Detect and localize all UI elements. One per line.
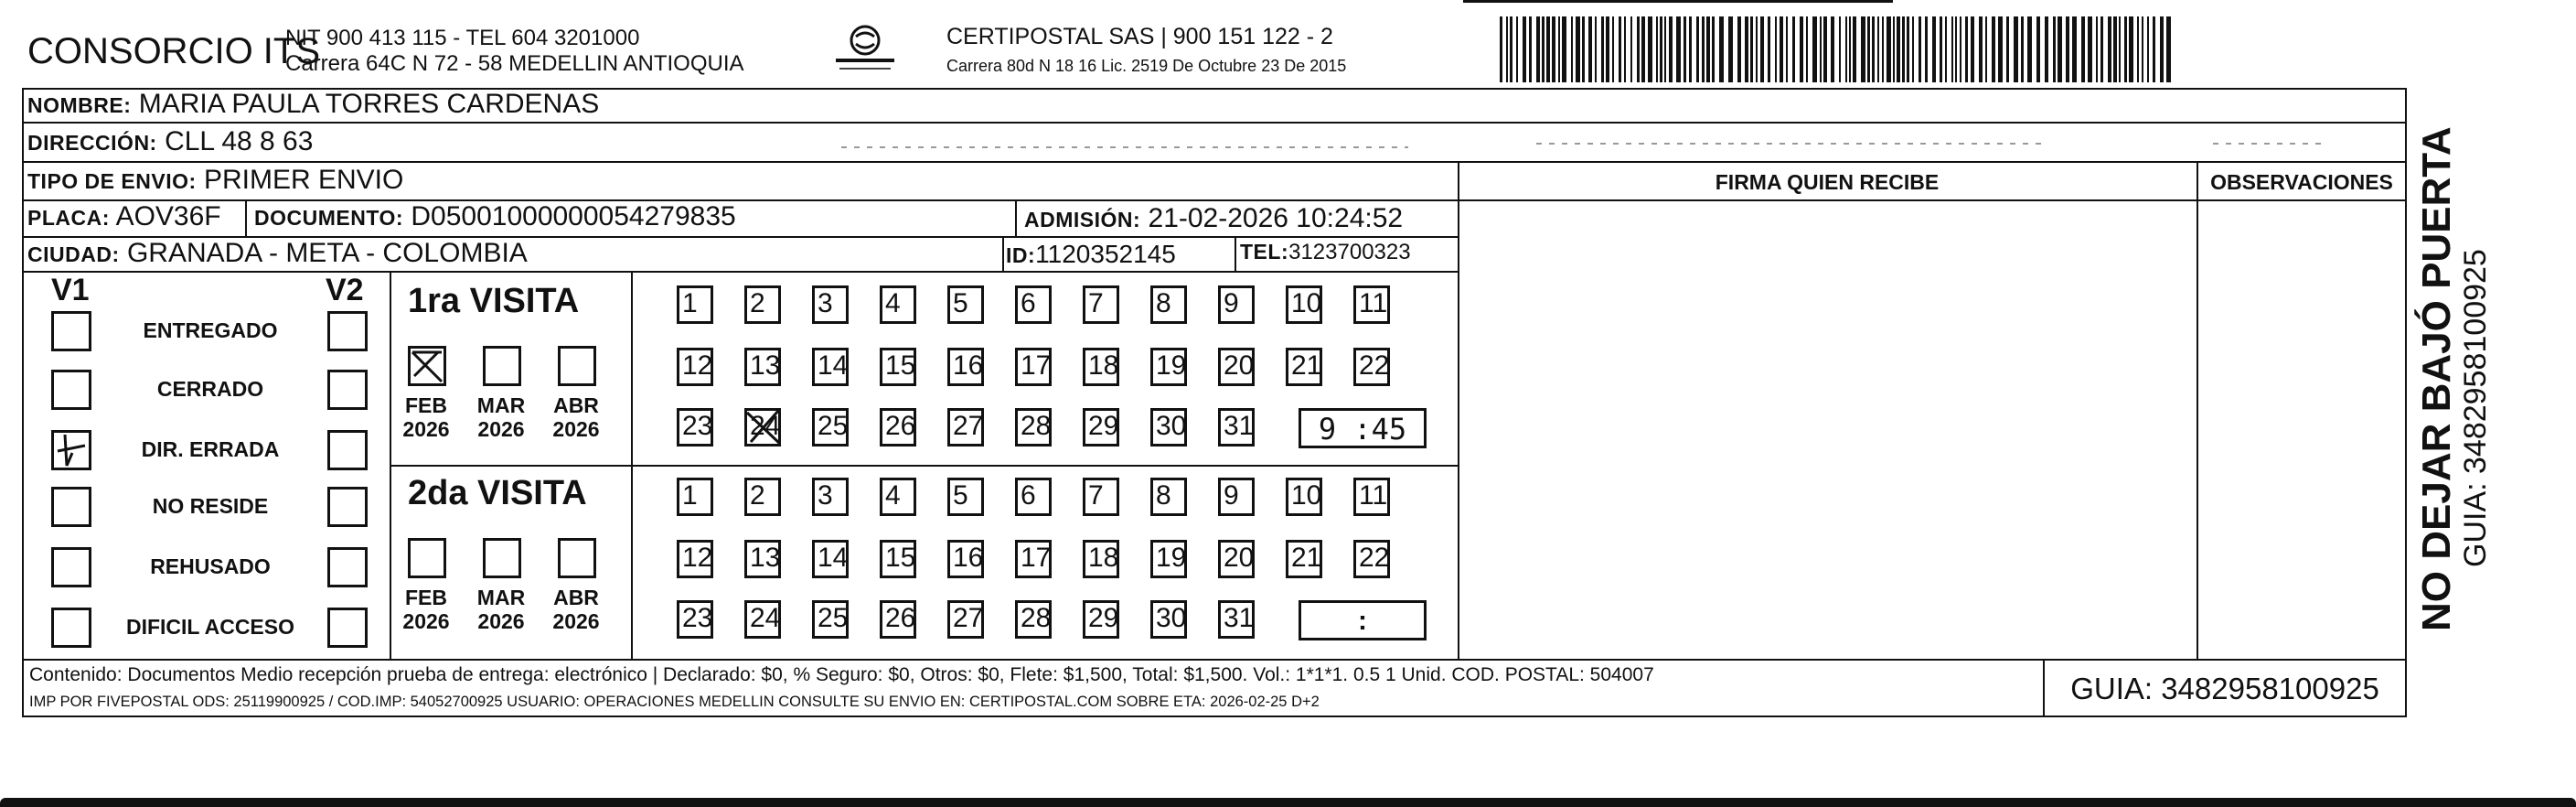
day-box[interactable]	[1218, 540, 1255, 578]
month-checkbox-feb[interactable]	[408, 346, 446, 386]
day-number: 10	[1291, 288, 1322, 318]
top-edge	[1463, 0, 1893, 3]
day-box[interactable]	[744, 348, 781, 386]
day-box[interactable]	[677, 348, 713, 386]
day-number: 8	[1156, 480, 1171, 511]
day-number: 20	[1224, 543, 1255, 573]
status-label: CERRADO	[156, 377, 264, 401]
second-visit-time: :	[1358, 606, 1367, 636]
v1-checkbox[interactable]	[51, 370, 91, 410]
day-number: 29	[1088, 603, 1119, 633]
day-box[interactable]	[1286, 348, 1322, 386]
documento-value: D05001000000054279835	[411, 201, 736, 231]
day-box[interactable]	[1218, 285, 1255, 324]
month-checkbox-feb[interactable]	[408, 538, 446, 578]
day-number: 18	[1088, 350, 1119, 381]
month-label: MAR 2026	[476, 586, 526, 633]
day-number: 22	[1359, 543, 1390, 573]
day-number: 23	[682, 411, 713, 441]
day-box[interactable]	[1286, 478, 1322, 516]
day-number: 14	[818, 543, 849, 573]
day-number: 12	[682, 543, 713, 573]
day-number: 26	[885, 603, 916, 633]
day-box[interactable]	[880, 348, 916, 386]
day-number: 31	[1224, 603, 1255, 633]
v2-checkbox[interactable]	[327, 608, 368, 648]
day-box[interactable]	[1083, 348, 1119, 386]
second-visit-title: 2da VISITA	[408, 474, 587, 512]
day-number: 26	[885, 411, 916, 441]
day-box[interactable]	[1218, 600, 1255, 639]
day-box[interactable]	[1015, 600, 1052, 639]
day-number: 15	[885, 543, 916, 573]
admision-value: 21-02-2026 10:24:52	[1148, 203, 1404, 233]
day-number: 9	[1224, 480, 1239, 511]
day-box[interactable]	[1015, 348, 1052, 386]
day-number: 6	[1021, 480, 1036, 511]
day-number: 11	[1359, 480, 1388, 511]
month-checkbox-mar[interactable]	[483, 346, 521, 386]
side-guia: GUIA: 3482958100925	[2458, 249, 2493, 567]
status-label: DIFICIL ACCESO	[125, 615, 294, 639]
day-number: 31	[1224, 411, 1255, 441]
day-box[interactable]	[1150, 285, 1187, 324]
v2-checkbox[interactable]	[327, 547, 368, 587]
day-number: 8	[1156, 288, 1171, 318]
v1-checkbox[interactable]	[51, 487, 91, 527]
day-number: 28	[1021, 411, 1052, 441]
day-box[interactable]	[744, 600, 781, 639]
day-box[interactable]	[880, 478, 916, 516]
day-box[interactable]	[677, 540, 713, 578]
day-number: 30	[1156, 603, 1187, 633]
day-box[interactable]	[1286, 540, 1322, 578]
tipo-envio-field: TIPO DE ENVIO: PRIMER ENVIO	[27, 165, 404, 195]
day-number: 29	[1088, 411, 1119, 441]
day-number: 21	[1291, 543, 1322, 573]
v1-checkbox[interactable]	[51, 430, 91, 470]
contenido-line: Contenido: Documentos Medio recepción prueba de entrega: electrónico | Declarado: $0, % Seguro: $0, Otros: $0, Flete: $1,500, Total: $1,500. Vol.: 1*1*1. 0.5 1 Unid. COD. POSTAL: 504007	[29, 664, 1654, 685]
day-number: 19	[1156, 543, 1187, 573]
day-number: 7	[1088, 480, 1104, 511]
second-visit-time-box	[1299, 600, 1427, 640]
day-box[interactable]	[1015, 285, 1052, 324]
day-box[interactable]	[947, 600, 984, 639]
day-number: 2	[750, 480, 765, 511]
day-box[interactable]	[1015, 408, 1052, 447]
day-box[interactable]	[812, 478, 849, 516]
first-visit-time-box	[1299, 408, 1427, 448]
month-label: ABR 2026	[552, 393, 600, 441]
day-box[interactable]	[1015, 540, 1052, 578]
day-box[interactable]	[1015, 478, 1052, 516]
day-box[interactable]	[1150, 348, 1187, 386]
certipostal-address: Carrera 80d N 18 16 Lic. 2519 De Octubre 23 De 2015	[946, 57, 1347, 75]
day-box[interactable]	[1286, 285, 1322, 324]
nombre-value: MARIA PAULA TORRES CARDENAS	[138, 89, 600, 119]
day-number: 13	[750, 350, 781, 381]
direccion-value: CLL 48 8 63	[165, 126, 314, 156]
certipostal-info: CERTIPOSTAL SAS | 900 151 122 - 2	[946, 24, 1333, 49]
id-field: ID:1120352145	[1006, 240, 1176, 268]
day-number: 12	[682, 350, 713, 381]
day-box[interactable]	[744, 540, 781, 578]
day-number: 24	[750, 603, 781, 633]
day-box[interactable]	[744, 408, 781, 447]
company-name: CONSORCIO ITS	[27, 31, 321, 71]
footer-guia: GUIA: 3482958100925	[2070, 672, 2379, 705]
documento-field: DOCUMENTO: D05001000000054279835	[254, 201, 736, 231]
day-box[interactable]	[812, 348, 849, 386]
day-box[interactable]	[744, 478, 781, 516]
day-box[interactable]	[677, 478, 713, 516]
placa-value: AOV36F	[115, 201, 221, 231]
day-number: 22	[1359, 350, 1390, 381]
day-number: 3	[818, 288, 833, 318]
day-number: 1	[682, 480, 698, 511]
day-number: 25	[818, 603, 849, 633]
v1-checkbox[interactable]	[51, 547, 91, 587]
day-number: 11	[1359, 288, 1388, 318]
v1-label: V1	[51, 273, 90, 307]
admision-field: ADMISIÓN: 21-02-2026 10:24:52	[1024, 203, 1404, 233]
direccion-field: DIRECCIÓN: CLL 48 8 63	[27, 126, 314, 156]
day-number: 24	[750, 411, 781, 441]
day-box[interactable]	[1218, 408, 1255, 447]
day-box[interactable]	[812, 600, 849, 639]
day-box[interactable]	[812, 540, 849, 578]
company-address: Carrera 64C N 72 - 58 MEDELLIN ANTIOQUIA	[285, 51, 744, 76]
day-number: 4	[885, 288, 901, 318]
day-box[interactable]	[880, 408, 916, 447]
observaciones-header: OBSERVACIONES	[2210, 170, 2393, 194]
day-box[interactable]	[1083, 408, 1119, 447]
day-box[interactable]	[947, 348, 984, 386]
day-number: 10	[1291, 480, 1322, 511]
day-box[interactable]	[1150, 600, 1187, 639]
day-box[interactable]	[947, 540, 984, 578]
day-number: 16	[953, 543, 984, 573]
day-number: 18	[1088, 543, 1119, 573]
v2-checkbox[interactable]	[327, 430, 368, 470]
day-box[interactable]	[880, 540, 916, 578]
month-checkbox-abr[interactable]	[558, 346, 596, 386]
month-label: FEB 2026	[402, 586, 450, 633]
month-checkbox-mar[interactable]	[483, 538, 521, 578]
id-value: 1120352145	[1035, 240, 1176, 268]
ciudad-field: CIUDAD: GRANADA - META - COLOMBIA	[27, 238, 528, 268]
day-box[interactable]	[947, 478, 984, 516]
day-number: 15	[885, 350, 916, 381]
day-box[interactable]	[677, 408, 713, 447]
first-visit-time: 9 :45	[1318, 412, 1407, 447]
day-box[interactable]	[947, 285, 984, 324]
imp-line: IMP POR FIVEPOSTAL ODS: 25119900925 / COD.IMP: 54052700925 USUARIO: OPERACIONES MEDELLIN CONSULTE SU ENVIO EN: CERTIPOSTAL.COM SOBRE ETA: 2026-02-25 D+2	[29, 694, 1320, 710]
day-box[interactable]	[1150, 478, 1187, 516]
tipo-envio-value: PRIMER ENVIO	[203, 165, 404, 195]
firma-header: FIRMA QUIEN RECIBE	[1715, 170, 1940, 194]
day-number: 21	[1291, 350, 1322, 381]
day-box[interactable]	[1218, 478, 1255, 516]
day-box[interactable]	[812, 408, 849, 447]
day-box[interactable]	[1083, 600, 1119, 639]
v2-checkbox[interactable]	[327, 487, 368, 527]
day-number: 28	[1021, 603, 1052, 633]
placa-field: PLACA: AOV36F	[27, 201, 221, 231]
day-number: 17	[1021, 543, 1052, 573]
v2-checkbox[interactable]	[327, 311, 368, 351]
day-number: 25	[818, 411, 849, 441]
day-box[interactable]	[677, 285, 713, 324]
day-box[interactable]	[1150, 540, 1187, 578]
first-visit-title: 1ra VISITA	[408, 282, 580, 320]
day-box[interactable]	[880, 600, 916, 639]
status-label: DIR. ERRADA	[141, 437, 280, 461]
day-box[interactable]	[677, 600, 713, 639]
month-label: MAR 2026	[476, 393, 526, 441]
day-number: 6	[1021, 288, 1036, 318]
day-number: 7	[1088, 288, 1104, 318]
no-dejar-warning: NO DEJAR BAJÓ PUERTA	[2414, 126, 2459, 631]
day-number: 1	[682, 288, 698, 318]
day-number: 23	[682, 603, 713, 633]
day-number: 5	[953, 288, 968, 318]
v2-label: V2	[326, 273, 364, 307]
day-number: 16	[953, 350, 984, 381]
barcode	[1500, 16, 2176, 82]
status-label: REHUSADO	[150, 554, 271, 578]
day-number: 17	[1021, 350, 1052, 381]
day-number: 4	[885, 480, 901, 511]
day-number: 9	[1224, 288, 1239, 318]
day-box[interactable]	[1353, 478, 1390, 516]
month-label: ABR 2026	[552, 586, 600, 633]
day-box[interactable]	[880, 285, 916, 324]
day-box[interactable]	[812, 285, 849, 324]
day-number: 13	[750, 543, 781, 573]
day-number: 30	[1156, 411, 1187, 441]
day-box[interactable]	[1083, 285, 1119, 324]
month-label: FEB 2026	[402, 393, 450, 441]
status-label: ENTREGADO	[143, 318, 278, 342]
bottom-edge	[0, 798, 2576, 807]
day-box[interactable]	[947, 408, 984, 447]
nombre-field: NOMBRE: MARIA PAULA TORRES CARDENAS	[27, 89, 600, 119]
day-number: 14	[818, 350, 849, 381]
ciudad-value: GRANADA - META - COLOMBIA	[126, 238, 528, 268]
day-number: 20	[1224, 350, 1255, 381]
day-number: 27	[953, 411, 984, 441]
certipostal-logo	[828, 22, 902, 77]
company-nit: NIT 900 413 115 - TEL 604 3201000	[285, 26, 640, 50]
tel-field: TEL:3123700323	[1240, 240, 1411, 264]
day-box[interactable]	[1083, 540, 1119, 578]
tel-value: 3123700323	[1288, 240, 1411, 264]
status-label: NO RESIDE	[152, 494, 269, 518]
day-box[interactable]	[1353, 540, 1390, 578]
day-number: 3	[818, 480, 833, 511]
day-box[interactable]	[1353, 285, 1390, 324]
day-number: 5	[953, 480, 968, 511]
day-box[interactable]	[744, 285, 781, 324]
v1-checkbox[interactable]	[51, 311, 91, 351]
v1-checkbox[interactable]	[51, 608, 91, 648]
month-checkbox-abr[interactable]	[558, 538, 596, 578]
day-number: 27	[953, 603, 984, 633]
v2-checkbox[interactable]	[327, 370, 368, 410]
day-box[interactable]	[1150, 408, 1187, 447]
day-box[interactable]	[1083, 478, 1119, 516]
day-box[interactable]	[1218, 348, 1255, 386]
day-box[interactable]	[1353, 348, 1390, 386]
day-number: 2	[750, 288, 765, 318]
day-number: 19	[1156, 350, 1187, 381]
